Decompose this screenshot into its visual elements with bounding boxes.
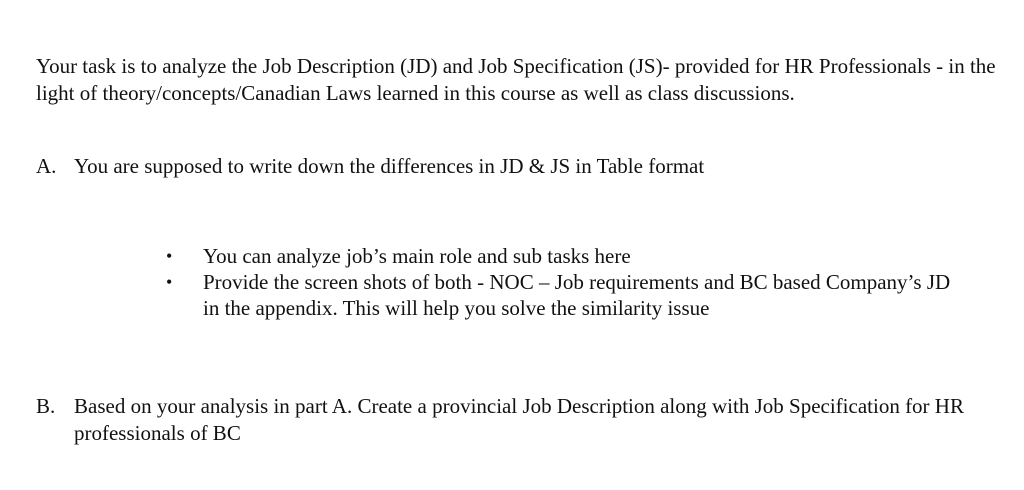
bullet-text: Provide the screen shots of both - NOC – Job requirements and BC based Company’s JD in the appendix. This will help you solve the similarity issue xyxy=(203,270,951,320)
bullet-list xyxy=(160,243,960,321)
list-marker-b: B. xyxy=(36,394,56,418)
list-item-a xyxy=(36,153,996,180)
list-item-b xyxy=(36,393,1016,447)
bullet-item xyxy=(160,269,960,321)
bullet-icon: • xyxy=(166,246,173,266)
bullet-item xyxy=(160,243,960,269)
list-marker-a: A. xyxy=(36,154,57,178)
list-text-b: Based on your analysis in part A. Create a provincial Job Description along with Job Specification for HR professionals of BC xyxy=(74,394,964,445)
intro-paragraph: Your task is to analyze the Job Description (JD) and Job Specification (JS)- provided for HR Professionals - in the light of theory/concepts/Canadian Laws learned in this course as well as class discussions. xyxy=(36,54,996,105)
list-text-a: You are supposed to write down the differences in JD & JS in Table format xyxy=(74,154,705,178)
bullet-icon: • xyxy=(166,272,173,292)
bullet-text: You can analyze job’s main role and sub tasks here xyxy=(203,244,631,268)
